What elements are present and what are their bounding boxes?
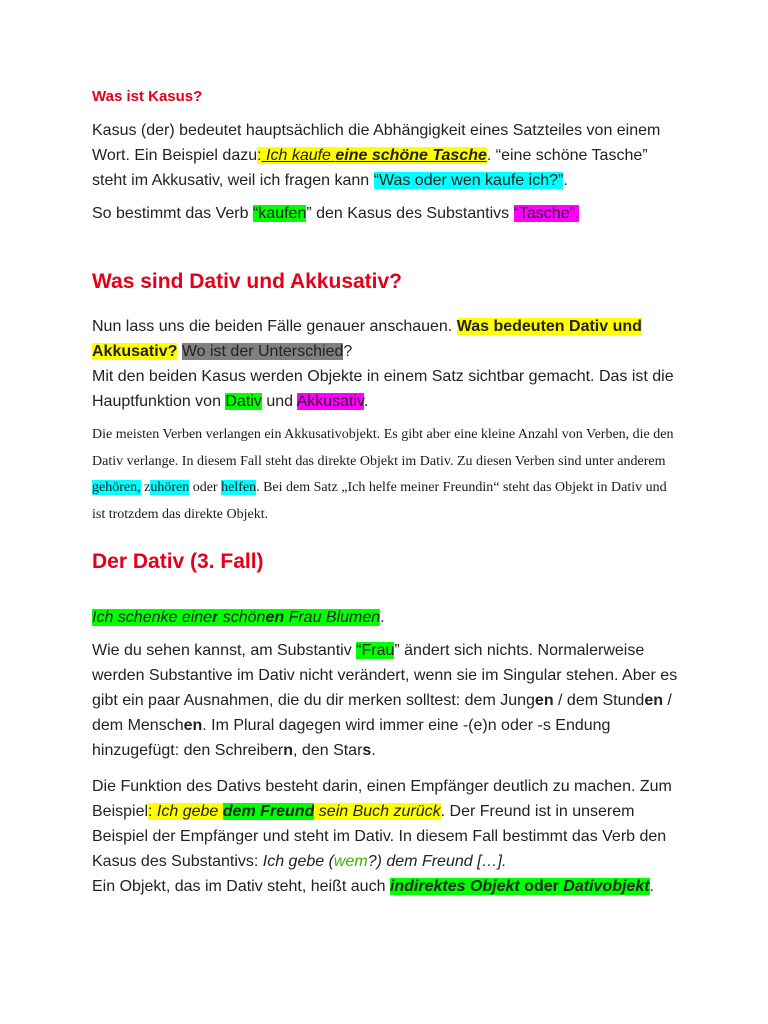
text-span: ? — [343, 343, 353, 360]
example-ich-kaufe: Ich kaufe — [261, 147, 336, 164]
heading-dativ-und-akkusativ: Was sind Dativ und Akkusativ? — [92, 270, 403, 293]
ending-bold: n — [283, 742, 294, 759]
text-span: . — [649, 878, 654, 895]
frau-highlight: “Frau — [356, 642, 395, 659]
noun-highlight: “Tasche”. — [513, 205, 580, 222]
text-span: . — [371, 742, 376, 759]
text-span: Ich schenke eine — [92, 609, 213, 626]
text-span: Mit den beiden Kasus werden Objekte in einem Satz sichtbar gemacht. Das ist die Hauptfunktion von — [92, 368, 674, 410]
ending-bold: en — [183, 717, 203, 734]
text-span: Ich gebe ( — [262, 853, 334, 870]
paragraph-verben-dativ — [92, 422, 682, 528]
text-span: Die meisten Verben verlangen ein Akkusativobjekt. Es gibt aber eine kleine Anzahl von Verben, die den Dativ verlange. In diesem Fall steht das direkte Objekt im Dativ. Zu diesen Verben sind unter anderem — [92, 427, 674, 469]
text-span: z — [140, 480, 151, 495]
term-dativobjekt: Dativobjekt — [563, 878, 650, 895]
text-span: Nun lass uns die beiden Fälle genauer anschauen. — [92, 318, 457, 335]
example-ich-gebe: Ich gebe — [152, 803, 223, 820]
question-highlight: “Was oder wen kaufe ich?” — [373, 172, 564, 189]
text-span: schön — [218, 609, 266, 626]
text-span: / dem Mensch — [92, 692, 672, 734]
akkusativ-highlight: Akkusativ — [296, 393, 364, 410]
ending-bold: s — [362, 742, 372, 759]
text-span: ” ändert sich nichts. Normalerweise werden Substantive im Dativ nicht verändert, wenn sie im Singular stehen. Aber es gibt ein paar Ausnahmen, die du dir merken solltest: dem Jung — [92, 642, 678, 709]
text-span: . — [380, 609, 385, 626]
example-sein-buch: sein Buch zurück — [314, 803, 441, 820]
ending-en: en — [265, 609, 285, 626]
highlight-colon: : — [257, 147, 262, 164]
text-span: , den Star — [293, 742, 363, 759]
text-span: So bestimmt das Verb — [92, 205, 253, 222]
ending-d: d — [304, 803, 315, 820]
ending-bold: en — [534, 692, 554, 709]
example-sentence-blumen — [92, 605, 682, 630]
text-span: . “eine schöne Tasche” steht im Akkusativ, weil ich fragen kann — [92, 147, 648, 189]
text-span: Kasus (der) bedeutet hauptsächlich die Abhängigkeit eines Satzteiles von einem Wort. Ein Beispiel dazu — [92, 122, 661, 164]
paragraph-substantiv-frau — [92, 638, 682, 763]
ending-bold: en — [644, 692, 663, 709]
text-span: Die Funktion des Dativs besteht darin, einen Empfänger deutlich zu machen. Zum Beispiel — [92, 778, 672, 820]
text-span: . — [363, 393, 369, 410]
text-span: ?) dem Freund […]. — [367, 853, 507, 870]
text-span: Ein Objekt, das im Dativ steht, heißt auch — [92, 878, 390, 895]
text-span: . Der Freund ist in unserem Beispiel der Empfänger und steht im Dativ. In diesem Fall bestimmt das Verb den Kasus des Substantivs: — [92, 803, 667, 870]
verb-gehoeren: gehören, — [92, 480, 141, 495]
text-span: / dem Stund — [553, 692, 645, 709]
paragraph-faelle — [92, 314, 682, 414]
verb-zuhoeren: uhören — [150, 480, 190, 495]
paragraph-funktion-dativ — [92, 774, 682, 899]
text-span: . Bei dem Satz „Ich helfe meiner Freundin“ steht das Objekt in Dativ und ist trotzdem das direkte Objekt. — [92, 480, 667, 522]
dativ-highlight: Dativ — [225, 393, 262, 410]
verb-highlight: “kaufen — [252, 205, 307, 222]
text-span: oder — [189, 480, 222, 495]
term-indirektes-objekt: indirektes Objekt — [389, 878, 520, 895]
question-bold-highlight: Was bedeuten Dativ und Akkusativ? — [92, 318, 642, 360]
text-span: Wie du sehen kannst, am Substantiv — [92, 642, 357, 659]
example-eine-schoene-tasche: eine schöne Tasche — [335, 147, 487, 164]
heading-was-ist-kasus: Was ist Kasus? — [92, 88, 203, 105]
heading-der-dativ: Der Dativ (3. Fall) — [92, 550, 264, 573]
verb-helfen: helfen — [221, 480, 257, 495]
text-span: . Im Plural dagegen wird immer eine -(e)n oder -s Endung hinzugefügt: den Schreiber — [92, 717, 611, 759]
example-dem-freund: dem Freun — [222, 803, 305, 820]
highlight-colon: : — [148, 803, 153, 820]
text-span: ” den Kasus des Substantivs — [306, 205, 514, 222]
wem-word: wem — [333, 853, 368, 870]
text-span: oder — [519, 878, 564, 895]
text-span: Frau Blumen — [284, 609, 381, 626]
paragraph-verb-bestimmt — [92, 201, 682, 226]
paragraph-kasus-definition — [92, 118, 682, 193]
text-span: und — [261, 393, 297, 410]
ending-r: r — [212, 609, 219, 626]
question-gray-highlight: Wo ist der Unterschied — [181, 343, 344, 360]
text-span: . — [563, 172, 568, 189]
